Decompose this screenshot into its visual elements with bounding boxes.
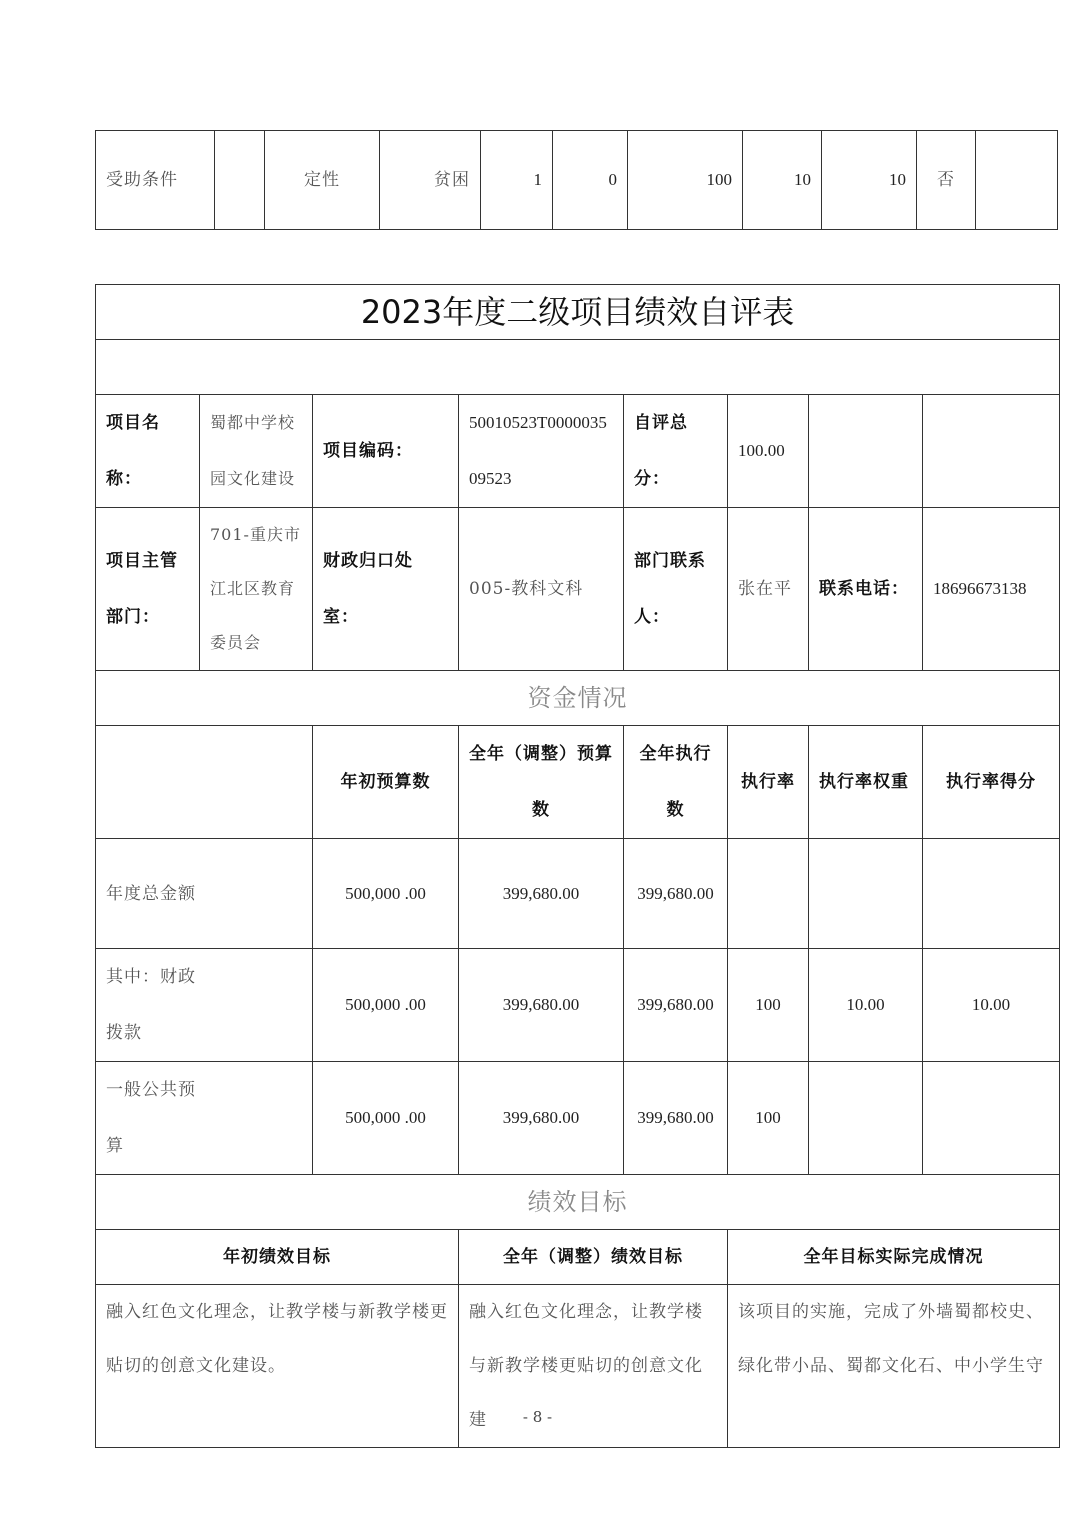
form-title: 2023年度二级项目绩效自评表 — [96, 285, 1060, 340]
blank-cell — [215, 131, 265, 230]
dept: 701-重庆市江北区教育委员会 — [200, 508, 313, 671]
empty-cell — [809, 395, 923, 508]
goals-header-actual: 全年目标实际完成情况 — [728, 1230, 1060, 1285]
flag-cell: 否 — [917, 131, 976, 230]
empty-cell — [923, 395, 1060, 508]
goal-adjusted: 融入红色文化理念，让教学楼与新教学楼更贴切的创意文化建 — [459, 1285, 728, 1448]
funds-row-name: 年度总金额 — [96, 839, 313, 949]
contact: 张在平 — [728, 508, 809, 671]
goals-header-adjusted: 全年（调整）绩效目标 — [459, 1230, 728, 1285]
funds-executed: 399,680.00 — [624, 1062, 728, 1175]
funds-rate: 100 — [728, 1062, 809, 1175]
contact-label: 部门联系人： — [624, 508, 728, 671]
page-number: - 8 - — [522, 1408, 553, 1426]
value-3: 100 — [628, 131, 743, 230]
phone: 18696673138 — [923, 508, 1060, 671]
value-4: 10 — [743, 131, 822, 230]
funds-weight — [809, 839, 923, 949]
funds-header-adjusted: 全年（调整）预算数 — [459, 726, 624, 839]
funds-header-weight: 执行率权重 — [809, 726, 923, 839]
funds-executed: 399,680.00 — [624, 839, 728, 949]
funds-header-executed: 全年执行数 — [624, 726, 728, 839]
value-1: 1 — [481, 131, 553, 230]
self-evaluation-table — [95, 284, 1060, 1448]
funds-weight: 10.00 — [809, 949, 923, 1062]
self-score: 100.00 — [728, 395, 809, 508]
funds-adjusted: 399,680.00 — [459, 839, 624, 949]
table-row — [96, 949, 1060, 1062]
funds-weight — [809, 1062, 923, 1175]
indicator-name: 贫困 — [380, 131, 481, 230]
goals-section-title: 绩效目标 — [96, 1175, 1060, 1230]
value-5: 10 — [822, 131, 917, 230]
funds-initial: 500,000 .00 — [313, 1062, 459, 1175]
goals-header-initial: 年初绩效目标 — [96, 1230, 459, 1285]
funds-rate: 100 — [728, 949, 809, 1062]
funds-initial: 500,000 .00 — [313, 839, 459, 949]
funds-row-name: 其中：财政拨款 — [96, 949, 313, 1062]
funds-executed: 399,680.00 — [624, 949, 728, 1062]
project-code-label: 项目编码： — [313, 395, 459, 508]
blank-row — [96, 340, 1060, 395]
funds-header-score: 执行率得分 — [923, 726, 1060, 839]
empty-cell — [976, 131, 1058, 230]
finance-office-label: 财政归口处室： — [313, 508, 459, 671]
funds-row-name: 一般公共预算 — [96, 1062, 313, 1175]
funds-header-rate: 执行率 — [728, 726, 809, 839]
indicator-type: 定性 — [265, 131, 380, 230]
dept-label: 项目主管部门： — [96, 508, 200, 671]
funds-score: 10.00 — [923, 949, 1060, 1062]
goal-initial: 融入红色文化理念，让教学楼与新教学楼更贴切的创意文化建设。 — [96, 1285, 459, 1448]
funds-header-blank — [96, 726, 313, 839]
finance-office: 005-教科文科 — [459, 508, 624, 671]
continued-indicator-table — [95, 130, 1058, 230]
table-row — [96, 839, 1060, 949]
goal-actual: 该项目的实施，完成了外墙蜀都校史、绿化带小品、蜀都文化石、中小学生守 — [728, 1285, 1060, 1448]
value-2: 0 — [553, 131, 628, 230]
indicator-label: 受助条件 — [96, 131, 215, 230]
project-name-label: 项目名称： — [96, 395, 200, 508]
funds-rate — [728, 839, 809, 949]
funds-score — [923, 839, 1060, 949]
funds-adjusted: 399,680.00 — [459, 1062, 624, 1175]
funds-section-title: 资金情况 — [96, 671, 1060, 726]
project-code: 50010523T000003509523 — [459, 395, 624, 508]
funds-initial: 500,000 .00 — [313, 949, 459, 1062]
table-row — [96, 1062, 1060, 1175]
funds-score — [923, 1062, 1060, 1175]
self-score-label: 自评总分： — [624, 395, 728, 508]
funds-header-initial: 年初预算数 — [313, 726, 459, 839]
table-row — [96, 131, 1058, 230]
project-name: 蜀都中学校园文化建设 — [200, 395, 313, 508]
phone-label: 联系电话： — [809, 508, 923, 671]
funds-adjusted: 399,680.00 — [459, 949, 624, 1062]
